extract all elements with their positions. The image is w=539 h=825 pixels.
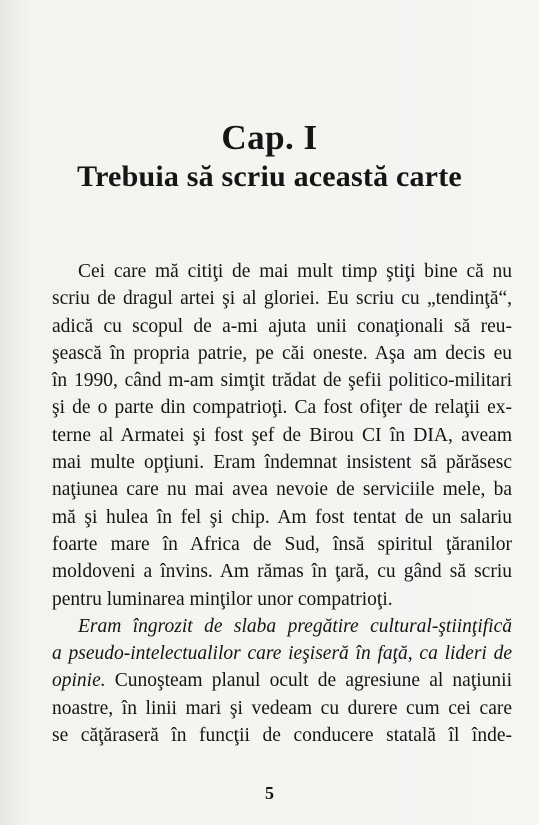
text-line: în 1990, când m-am simţit trădat de şefii politico-militari <box>52 370 512 392</box>
italic-text: opinie. <box>52 670 106 692</box>
text-line: mă şi hulea în fel şi chip. Am fost tentat de un salariu <box>52 506 512 528</box>
text-line: naţiunea care nu mai avea nevoie de serviciile mele, ba <box>52 479 512 501</box>
text-line: şi de o parte din compatrioţi. Ca fost ofiţer de relaţii ex- <box>52 397 512 419</box>
text-line: adică cu scopul de a-mi ajuta unii conaţionali să reu- <box>52 315 512 337</box>
mixed-text-line <box>52 667 512 694</box>
text-line: moldoveni a învins. Am rămas în ţară, cu gând să scriu <box>52 561 512 583</box>
text-line: scriu de dragul artei şi al gloriei. Eu scriu cu „tendinţă“, <box>52 288 512 310</box>
text-line: noastre, în linii mari şi vedeam cu durere cum cei care <box>52 697 512 719</box>
body-text <box>52 258 512 749</box>
text-line: mai multe opţiuni. Eram îndemnat insistent să părăsesc <box>52 452 512 474</box>
chapter-number: Cap. I <box>221 118 318 157</box>
paragraph-2 <box>52 613 512 749</box>
text-line: terne al Armatei şi fost şef de Birou CI în DIA, aveam <box>52 424 512 446</box>
paragraph-1 <box>52 258 512 613</box>
text-line: se căţăraseră în funcţii de conducere statală îl înde- <box>52 725 512 747</box>
text-line: Cei care mă citiţi de mai mult timp ştiţi bine că nu <box>78 261 512 282</box>
italic-text-line: Eram îngrozit de slaba pregătire cultural-ştiinţifică <box>78 615 512 637</box>
text-line: şească în propria patrie, pe căi oneste. Aşa am decis eu <box>52 342 512 364</box>
italic-text-line: a pseudo-intelectualilor care ieşiseră în faţă, ca lideri de <box>52 643 512 665</box>
text-line: foarte mare în Africa de Sud, însă spiritul ţăranilor <box>52 533 512 555</box>
text-run: Cunoşteam planul ocult de agresiune al naţiunii <box>114 670 513 692</box>
text-line: pentru luminarea minţilor unor compatrioţi. <box>52 588 393 610</box>
chapter-title: Trebuia să scriu această carte <box>77 160 462 193</box>
page-number: 5 <box>265 783 274 803</box>
